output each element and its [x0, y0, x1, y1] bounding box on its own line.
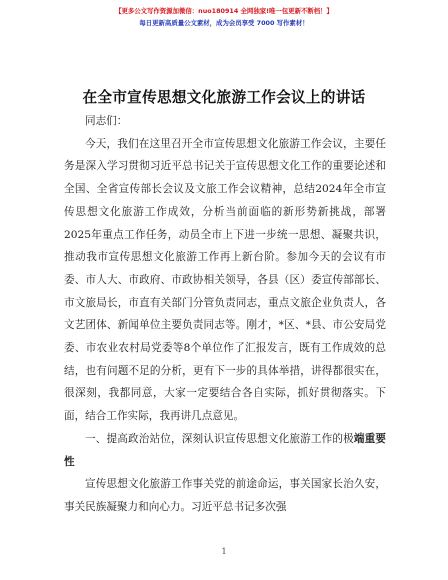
- section-heading-1-text: 一、提高政治站位，深刻认识宣传思想文化旅游工作的极: [85, 432, 354, 445]
- document-body: [64, 110, 386, 519]
- section-heading-1-bold: 端重要性: [64, 432, 387, 468]
- body-paragraph: 今天，我们在这里召开全市宣传思想文化旅游工作会议，主要任务是深入学习贯彻习近平总书记关于宣传思想文化工作的重要论述和全国、全省宣传部长会议及文旅工作会议精神，总结2024年全市宣传思想文化旅游工作成效，分析当前面临的新形势新挑战，部署2025年重点工作任务，动员全市上下进一步统一思想、凝聚共识，推动我市宣传思想文化旅游工作再上新台阶。参加今天的会议有市委、市人大、市政府、市政协相关领导，各县（区）委宣传部部长、市文旅局长，市直有关部门分管负责同志，重点文旅企业负责人，各文艺团体、新闻单位主要负责同志等。刚才，*区、*县、市公安局党委、市农业农村局党委等8个单位作了汇报发言，既有工作成效的总结，也有问题不足的分析，更有下一步的具体举措，讲得都很实在，很深刻，我都同意，大家一定要结合各自实际，抓好贯彻落实。下面，结合工作实际，我再讲几点意见。: [64, 137, 386, 423]
- promo-banner: [0, 5, 448, 29]
- promo-banner-line-2: 每日更新高质量公文素材，成为会员享受 7000 写作素材！: [139, 19, 309, 27]
- salutation: 同志们：: [85, 115, 128, 127]
- page-number: 1: [221, 547, 227, 556]
- promo-banner-line-1: 【更多公文写作资源加微信：nuo180914 全网独家!唯一包更新不断档！】: [115, 7, 333, 15]
- body-paragraph-2: 宣传思想文化旅游工作事关党的前途命运，事关国家长治久安，事关民族凝聚力和向心力。习近平总书记多次强: [64, 478, 386, 513]
- document-title: 在全市宣传思想文化旅游工作会议上的讲话: [82, 89, 366, 106]
- section-heading-1: [64, 428, 386, 473]
